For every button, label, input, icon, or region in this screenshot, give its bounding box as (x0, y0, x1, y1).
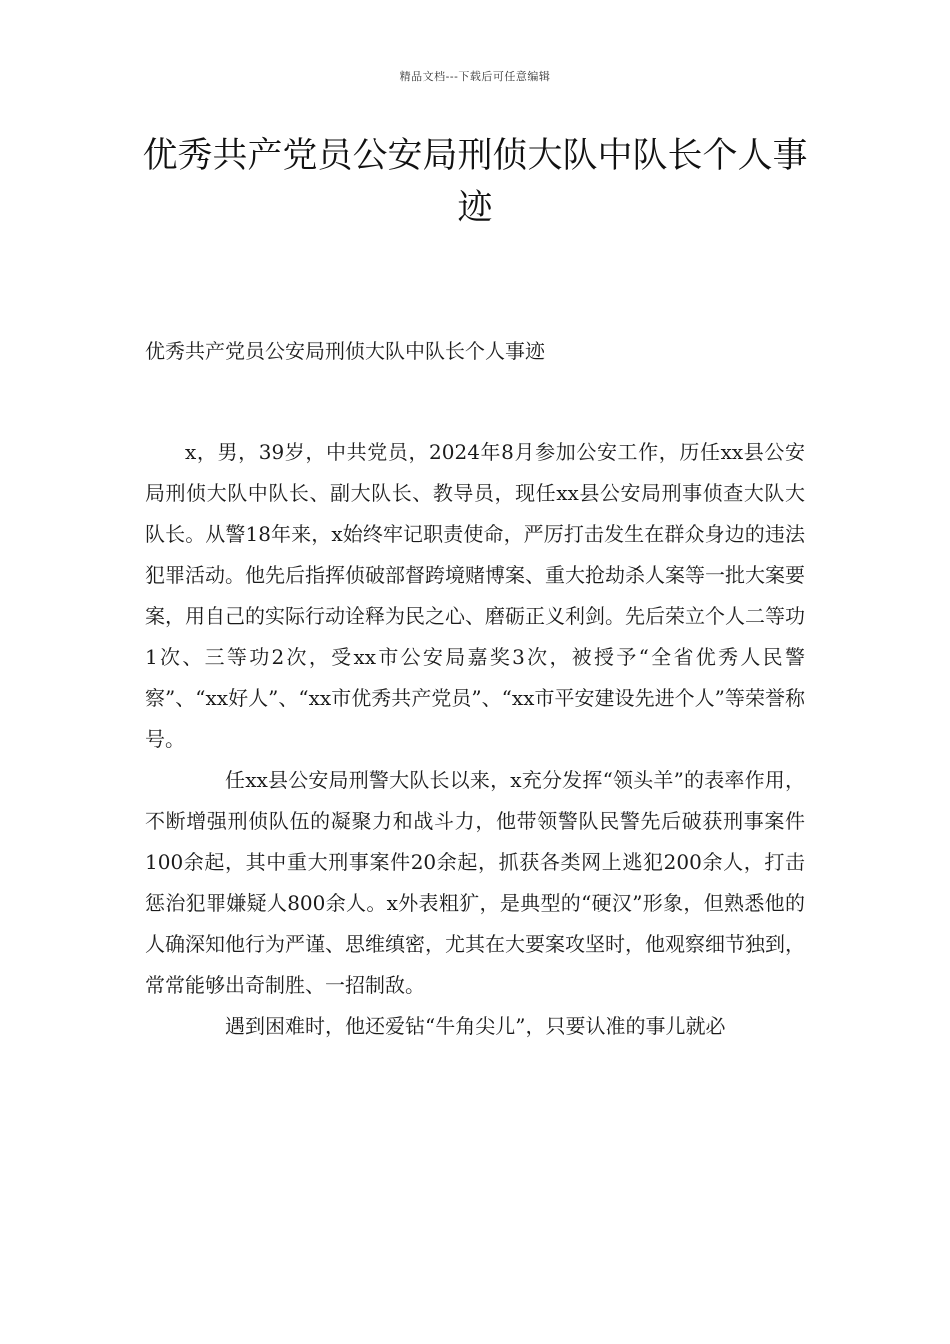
document-subtitle: 优秀共产党员公安局刑侦大队中队长个人事迹 (145, 339, 545, 363)
paragraph-2: 任xx县公安局刑警大队长以来，x充分发挥“领头羊”的表率作用，不断增强刑侦队伍的凝聚力和战斗力，他带领警队民警先后破获刑事案件100余起，其中重大刑事案件20余起，抓获各类网上逃犯200余人，打击惩治犯罪嫌疑人800余人。x外表粗犷，是典型的“硬汉”形象，但熟悉他的人确深知他行为严谨、思维缜密，尤其在大要案攻坚时，他观察细节独到，常常能够出奇制胜、一招制敌。 (145, 768, 805, 997)
document-title: 优秀共产党员公安局刑侦大队中队长个人事迹 (142, 136, 808, 228)
header-note: 精品文档---下载后可任意编辑 (399, 70, 551, 83)
document-body (145, 432, 805, 1047)
paragraph-3: 遇到困难时，他还爱钻“牛角尖儿”，只要认准的事儿就必 (225, 1014, 726, 1038)
paragraph-1: x，男，39岁，中共党员，2024年8月参加公安工作，历任xx县公安局刑侦大队中队长、副大队长、教导员，现任xx县公安局刑事侦查大队大队长。从警18年来，x始终牢记职责使命，严厉打击发生在群众身边的违法犯罪活动。他先后指挥侦破部督跨境赌博案、重大抢劫杀人案等一批大案要案，用自己的实际行动诠释为民之心、磨砺正义利剑。先后荣立个人二等功1次、三等功2次，受xx市公安局嘉奖3次，被授予“全省优秀人民警察”、“xx好人”、“xx市优秀共产党员”、“xx市平安建设先进个人”等荣誉称号。 (145, 440, 805, 751)
